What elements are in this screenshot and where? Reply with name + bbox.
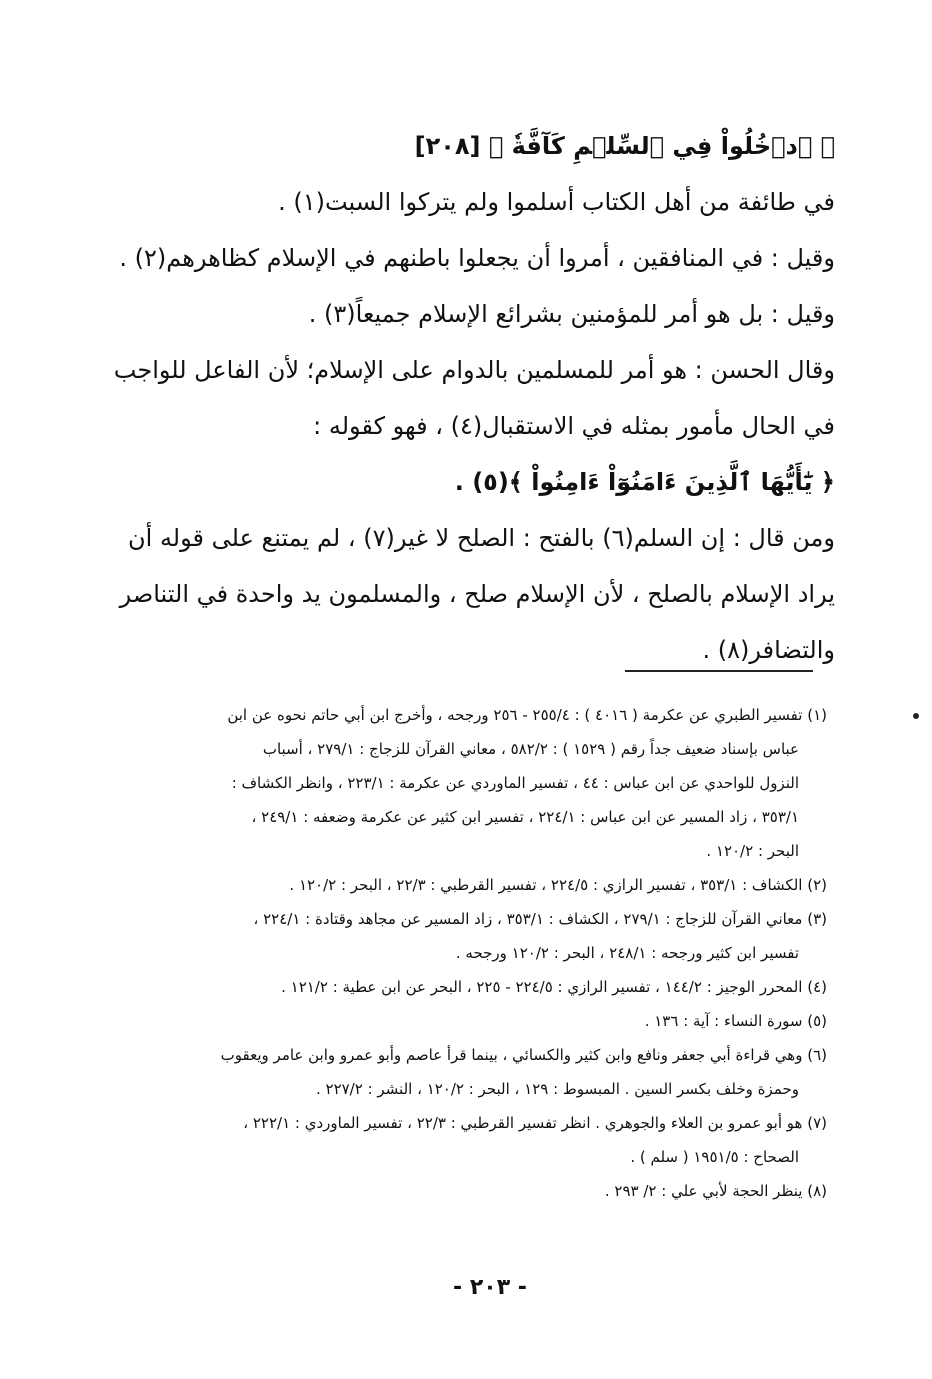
text-line: وقال الحسن : هو أمر للمسلمين بالدوام على الإسلام؛ لأن الفاعل للواجب [113,356,835,384]
text-line: والتضافر(٨) . [702,636,835,664]
page-number: - ٢٠٣ - [453,1275,527,1300]
footnote-line: (٥) سورة النساء : آية : ١٣٦ . [644,1012,827,1030]
text-line: يراد الإسلام بالصلح ، لأن الإسلام صلح ، والمسلمون يد واحدة في التناصر [119,580,835,608]
footnote-line: (٣) معاني القرآن للزجاج : ٢٧٩/١ ، الكشاف : ٣٥٣/١ ، زاد المسير عن مجاهد وقتادة : ٢٢٤/١ ، [253,910,827,928]
scan-dot [913,713,919,719]
text-line: في الحال مأمور بمثله في الاستقبال(٤) ، فهو كقوله : [313,412,835,440]
text-line: في طائفة من أهل الكتاب أسلموا ولم يتركوا السبت(١) . [278,188,835,216]
footnotes [115,698,827,1208]
footnote-line: النزول للواحدي عن ابن عباس : ٤٤ ، تفسير الماوردي عن عكرمة : ٢٢٣/١ ، وانظر الكشاف : [231,774,799,792]
footnote-line: الصحاح : ١٩٥١/٥ ( سلم ) . [630,1148,799,1166]
text-line: وقيل : في المنافقين ، أمروا أن يجعلوا باطنهم في الإسلام كظاهرهم(٢) . [119,244,835,272]
footnote-line: وحمزة وخلف بكسر السين . المبسوط : ١٢٩ ، البحر : ١٢٠/٢ ، النشر : ٢٢٧/٢ . [315,1080,799,1098]
footnote-line: (١) تفسير الطبري عن عكرمة ( ٤٠١٦ ) : ٢٥٥/٤ - ٢٥٦ ورجحه ، وأخرج ابن أبي حاتم نحوه عن ابن [227,706,827,724]
footnote-separator [625,670,813,672]
verse-heading: ﴿ ٱدۡخُلُواْ فِي ٱلسِّلۡمِ كَآفَّةٗ ﴾ [٢٠٨] [414,132,835,160]
text-line: ومن قال : إن السلم(٦) بالفتح : الصلح لا غير(٧) ، لم يمتنع على قوله أن [128,524,835,552]
footnote-line: (٦) وهي قراءة أبي جعفر ونافع وابن كثير والكسائي ، بينما قرأ عاصم وأبو عمرو وابن عامر ويعقوب [220,1046,827,1064]
footnote-line: (٤) المحرر الوجيز : ١٤٤/٢ ، تفسير الرازي : ٢٢٤/٥ - ٢٢٥ ، البحر عن ابن عطية : ١٢١/٢ . [281,978,827,996]
footnote-line: البحر : ١٢٠/٢ . [706,842,799,860]
text-line: وقيل : بل هو أمر للمؤمنين بشرائع الإسلام جميعاً(٣) . [308,300,835,328]
footnote-line: ٣٥٣/١ ، زاد المسير عن ابن عباس : ٢٢٤/١ ، تفسير ابن كثير عن عكرمة وضعفه : ٢٤٩/١ ، [251,808,799,826]
footnote-line: تفسير ابن كثير ورجحه : ٢٤٨/١ ، البحر : ١٢٠/٢ ورجحه . [455,944,799,962]
footnote-line: (٢) الكشاف : ٣٥٣/١ ، تفسير الرازي : ٢٢٤/٥ ، تفسير القرطبي : ٢٢/٣ ، البحر : ١٢٠/٢ . [289,876,827,894]
footnote-line: (٨) ينظر الحجة لأبي علي : ٢/ ٢٩٣ . [604,1182,827,1200]
footnote-line: (٧) هو أبو عمرو بن العلاء والجوهري . انظر تفسير القرطبي : ٢٢/٣ ، تفسير الماوردي : ٢٢٢/١ ، [243,1114,827,1132]
main-text [95,118,835,678]
footnote-line: عباس بإسناد ضعيف جداً رقم ( ١٥٢٩ ) : ٥٨٢/٢ ، معاني القرآن للزجاج : ٢٧٩/١ ، أسباب [262,740,799,758]
verse-quote: ﴿ يَٰٓأَيُّهَا ٱلَّذِينَ ءَامَنُوٓاْ ءَامِنُواْ ﴾(٥) . [454,468,835,496]
